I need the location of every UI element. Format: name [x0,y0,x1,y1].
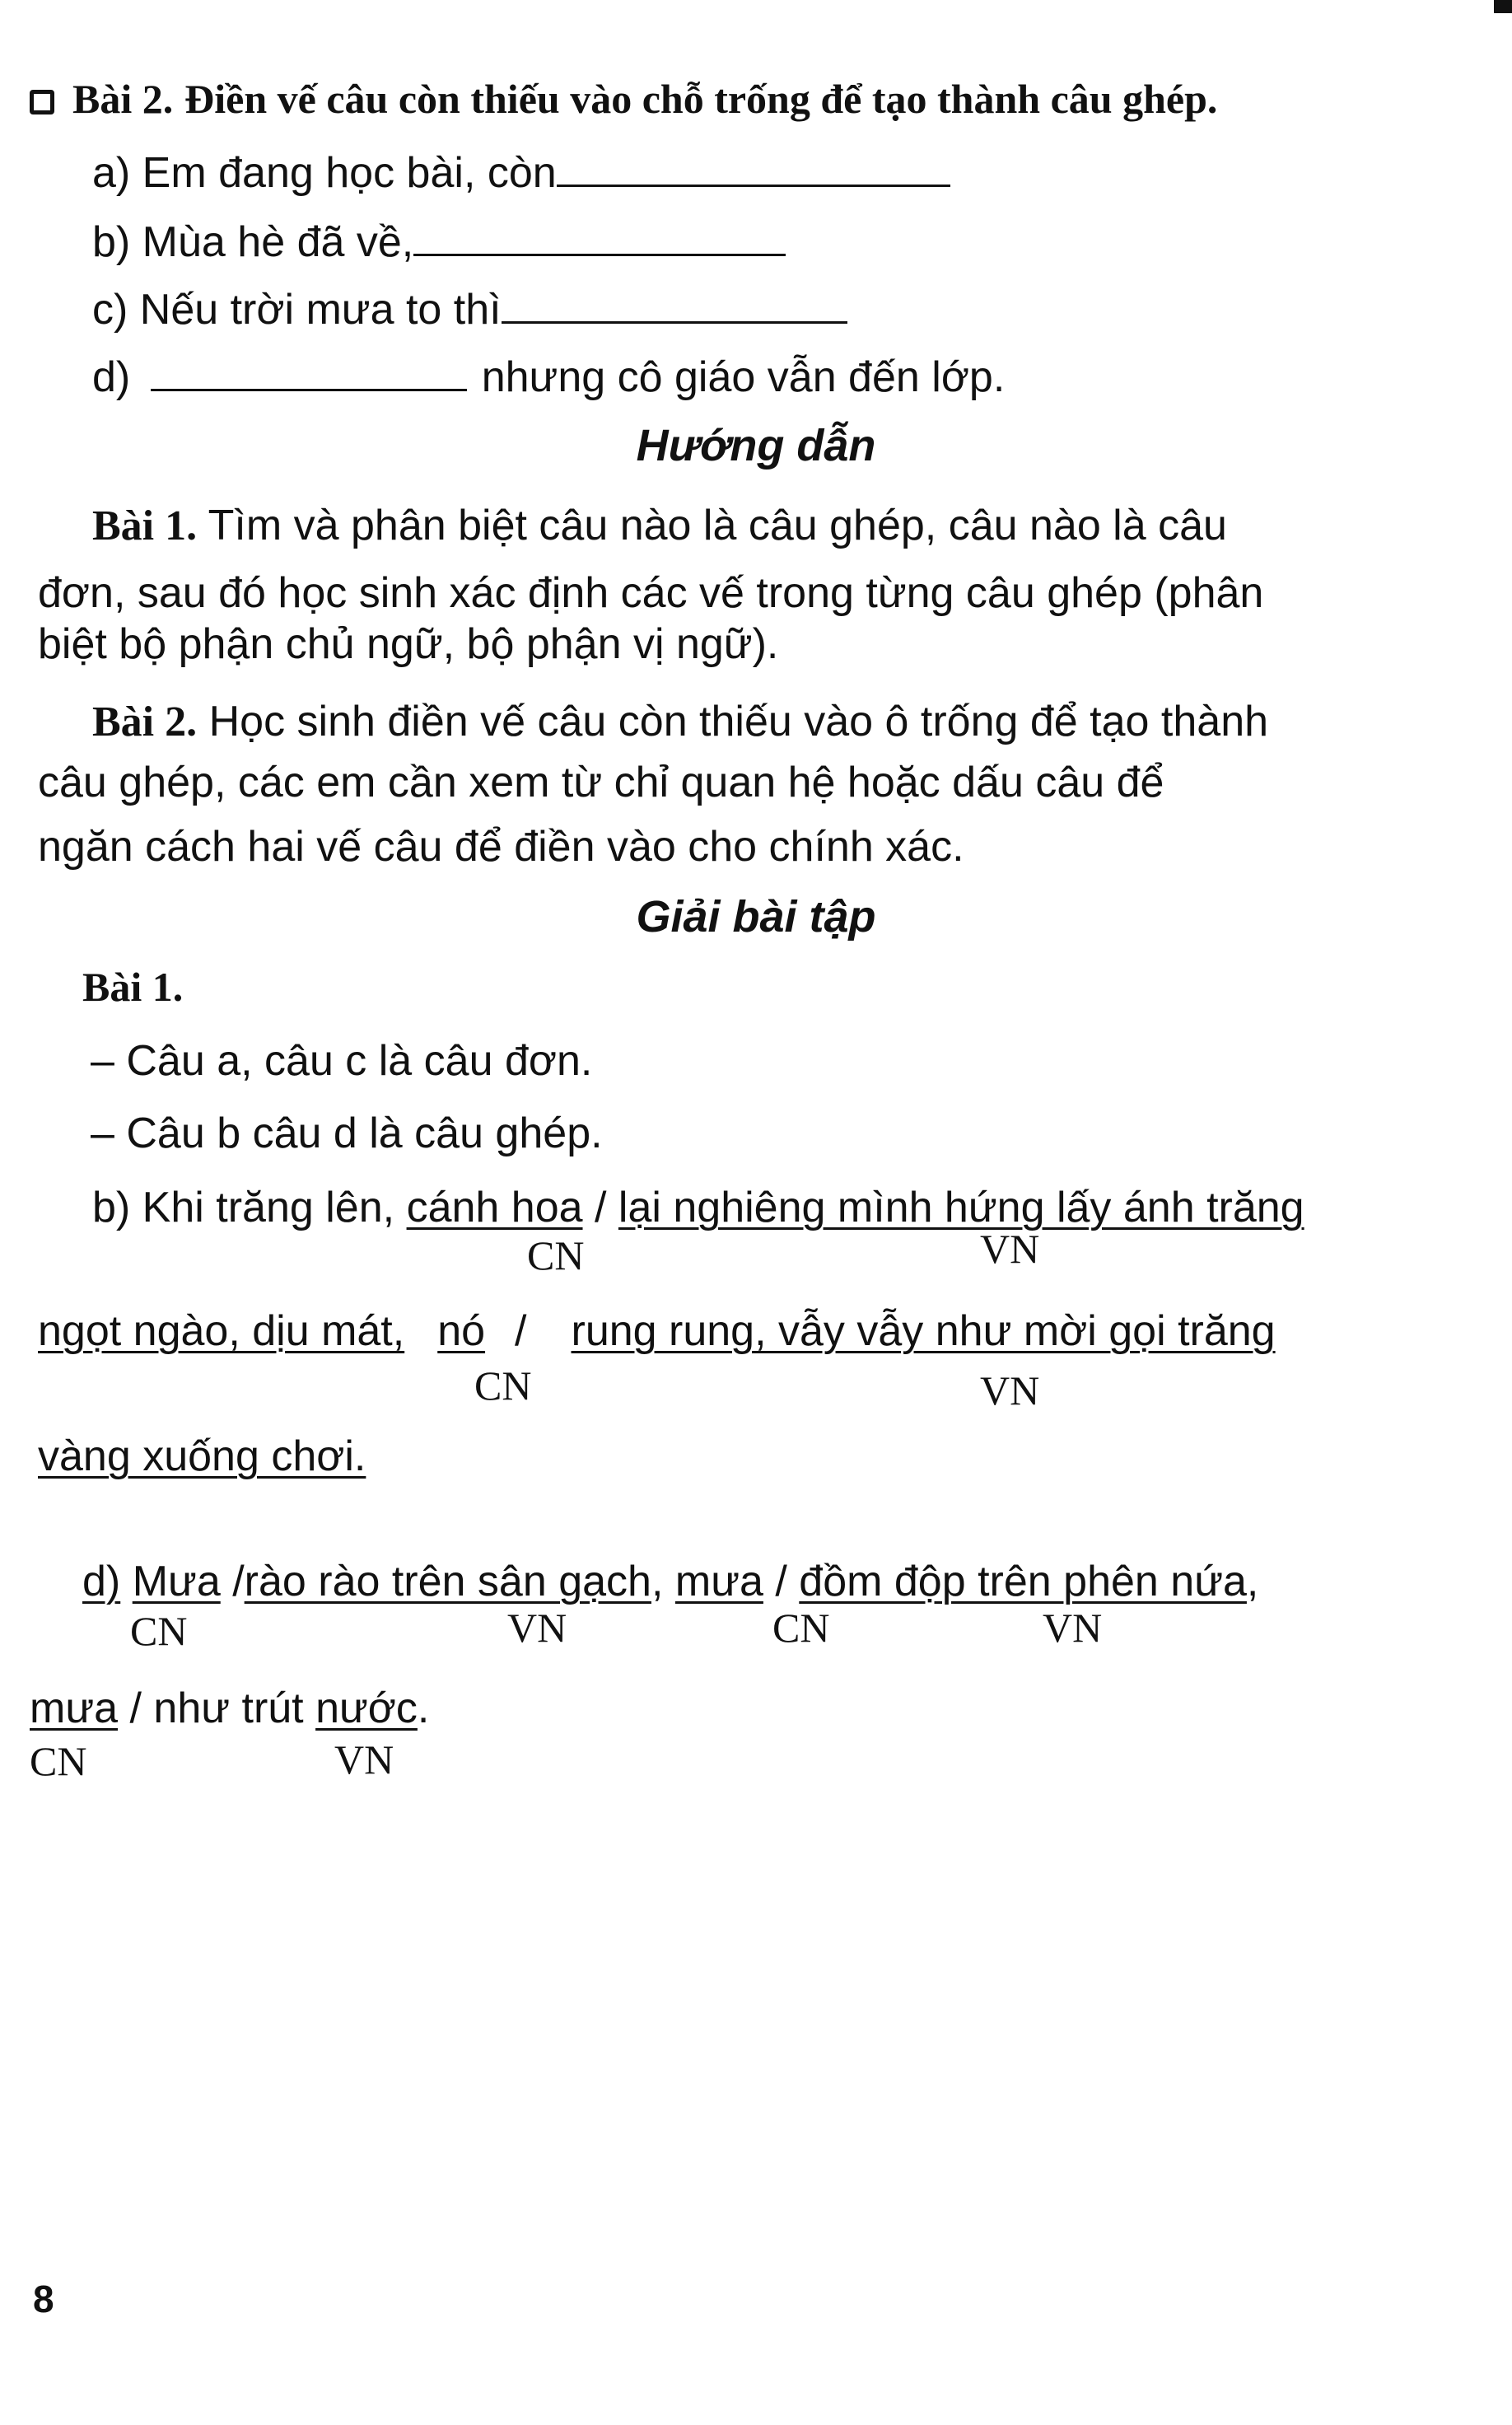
cn-tag: CN [772,1605,830,1651]
guide-bai1-label: Bài 1. [92,502,198,549]
solution-heading: Giải bài tập [636,892,876,941]
exercise-label: Bài 2. [72,76,174,122]
guide-bai1-line2: đơn, sau đó học sinh xác định các vế trong từng câu ghép (phân [38,569,1264,617]
comma: , [651,1558,664,1605]
cn-tag: CN [130,1608,188,1654]
sentence-d-line2 [30,1684,429,1733]
solution-bullet-2: – Câu b câu d là câu ghép. [91,1110,603,1157]
item-c-text: c) Nếu trời mưa to thì [92,286,502,334]
sentence-d-prefix: d) [82,1558,121,1605]
vn-tag: VN [334,1736,394,1783]
vn-tag: VN [980,1226,1040,1272]
vn-tag: VN [1043,1605,1103,1651]
solution-bullet-1: – Câu a, câu c là câu đơn. [91,1037,593,1085]
item-d-blank [151,382,467,391]
sentence-b-line3 [38,1432,366,1481]
exercise-instruction: Điền vế câu còn thiếu vào chỗ trống để tạo thành câu ghép. [184,76,1218,122]
sentence-d-predicate-2: đồm độp trên phên nứa [799,1558,1247,1605]
sentence-b-prefix: b) Khi trăng lên, [92,1184,395,1231]
cn-tag: CN [474,1362,532,1409]
guide-bai2-text: Học sinh điền vế câu còn thiếu vào ô trống để tạo thành [208,698,1269,745]
sentence-d-line1 [82,1557,1258,1606]
sentence-b-line1 [92,1183,1304,1232]
solution-bai1-label: Bài 1. [82,964,184,1010]
sentence-b-line2 [38,1306,1276,1356]
guide-heading: Hướng dẫn [636,421,876,470]
sentence-d-predicate-1: rào rào trên sân gạch [244,1558,651,1605]
cn-tag: CN [527,1232,585,1278]
period: . [417,1684,430,1732]
sentence-b-subject-2: nó [437,1307,486,1355]
item-a-text: a) Em đang học bài, còn [92,149,557,197]
slash: / [232,1558,245,1605]
sentence-b-subject-1: cánh hoa [406,1184,583,1231]
guide-bai1-line1 [92,501,1227,551]
sentence-d-subject-2: mưa [674,1558,763,1605]
page-corner-mark [1494,0,1512,13]
page-number: 8 [33,2278,54,2320]
vn-tag: VN [507,1605,567,1651]
cn-tag: CN [30,1738,87,1784]
guide-bai2-line1 [92,697,1268,747]
sentence-d-subject-3: mưa [30,1684,119,1732]
item-b-text: b) Mùa hè đã về, [92,218,414,266]
checkbox-icon [30,90,54,114]
guide-bai2-label: Bài 2. [92,699,198,745]
item-a [92,148,950,198]
sentence-b-predicate-2-cont: vàng xuống chơi. [38,1432,366,1480]
guide-bai2-line2: câu ghép, các em cần xem từ chỉ quan hệ hoặc dấu câu để [38,759,1164,806]
item-c-blank [502,315,847,324]
slash: / [775,1558,787,1605]
sentence-d-subject-1: Mưa [132,1558,221,1605]
sentence-d-predicate-3-end: nước [315,1684,418,1732]
guide-bai2-line3: ngăn cách hai vế câu để điền vào cho chính xác. [38,823,964,871]
guide-bai1-text: Tìm và phân biệt câu nào là câu ghép, câu nào là câu [208,502,1227,549]
item-d-prefix: d) [92,353,131,401]
comma: , [1246,1558,1259,1605]
sentence-d-predicate-3-start: / như trút [129,1684,304,1732]
vn-tag: VN [980,1367,1040,1413]
sentence-b-predicate-1: lại nghiêng mình hứng lấy ánh trăng [618,1184,1304,1231]
item-a-blank [557,178,950,187]
item-b-blank [413,247,786,256]
item-d-suffix: nhưng cô giáo vẫn đến lớp. [481,353,1006,401]
slash: / [515,1307,527,1355]
item-c [92,285,847,334]
sentence-b-predicate-2: rung rung, vẫy vẫy như mời gọi trăng [571,1307,1276,1355]
slash: / [594,1184,607,1231]
item-d [92,353,1005,402]
exercise-2-title [30,74,1217,124]
item-b [92,217,786,267]
sentence-b-predicate-1-cont: ngọt ngào, dịu mát, [38,1307,405,1355]
guide-bai1-line3: biệt bộ phận chủ ngữ, bộ phận vị ngữ). [38,620,779,668]
